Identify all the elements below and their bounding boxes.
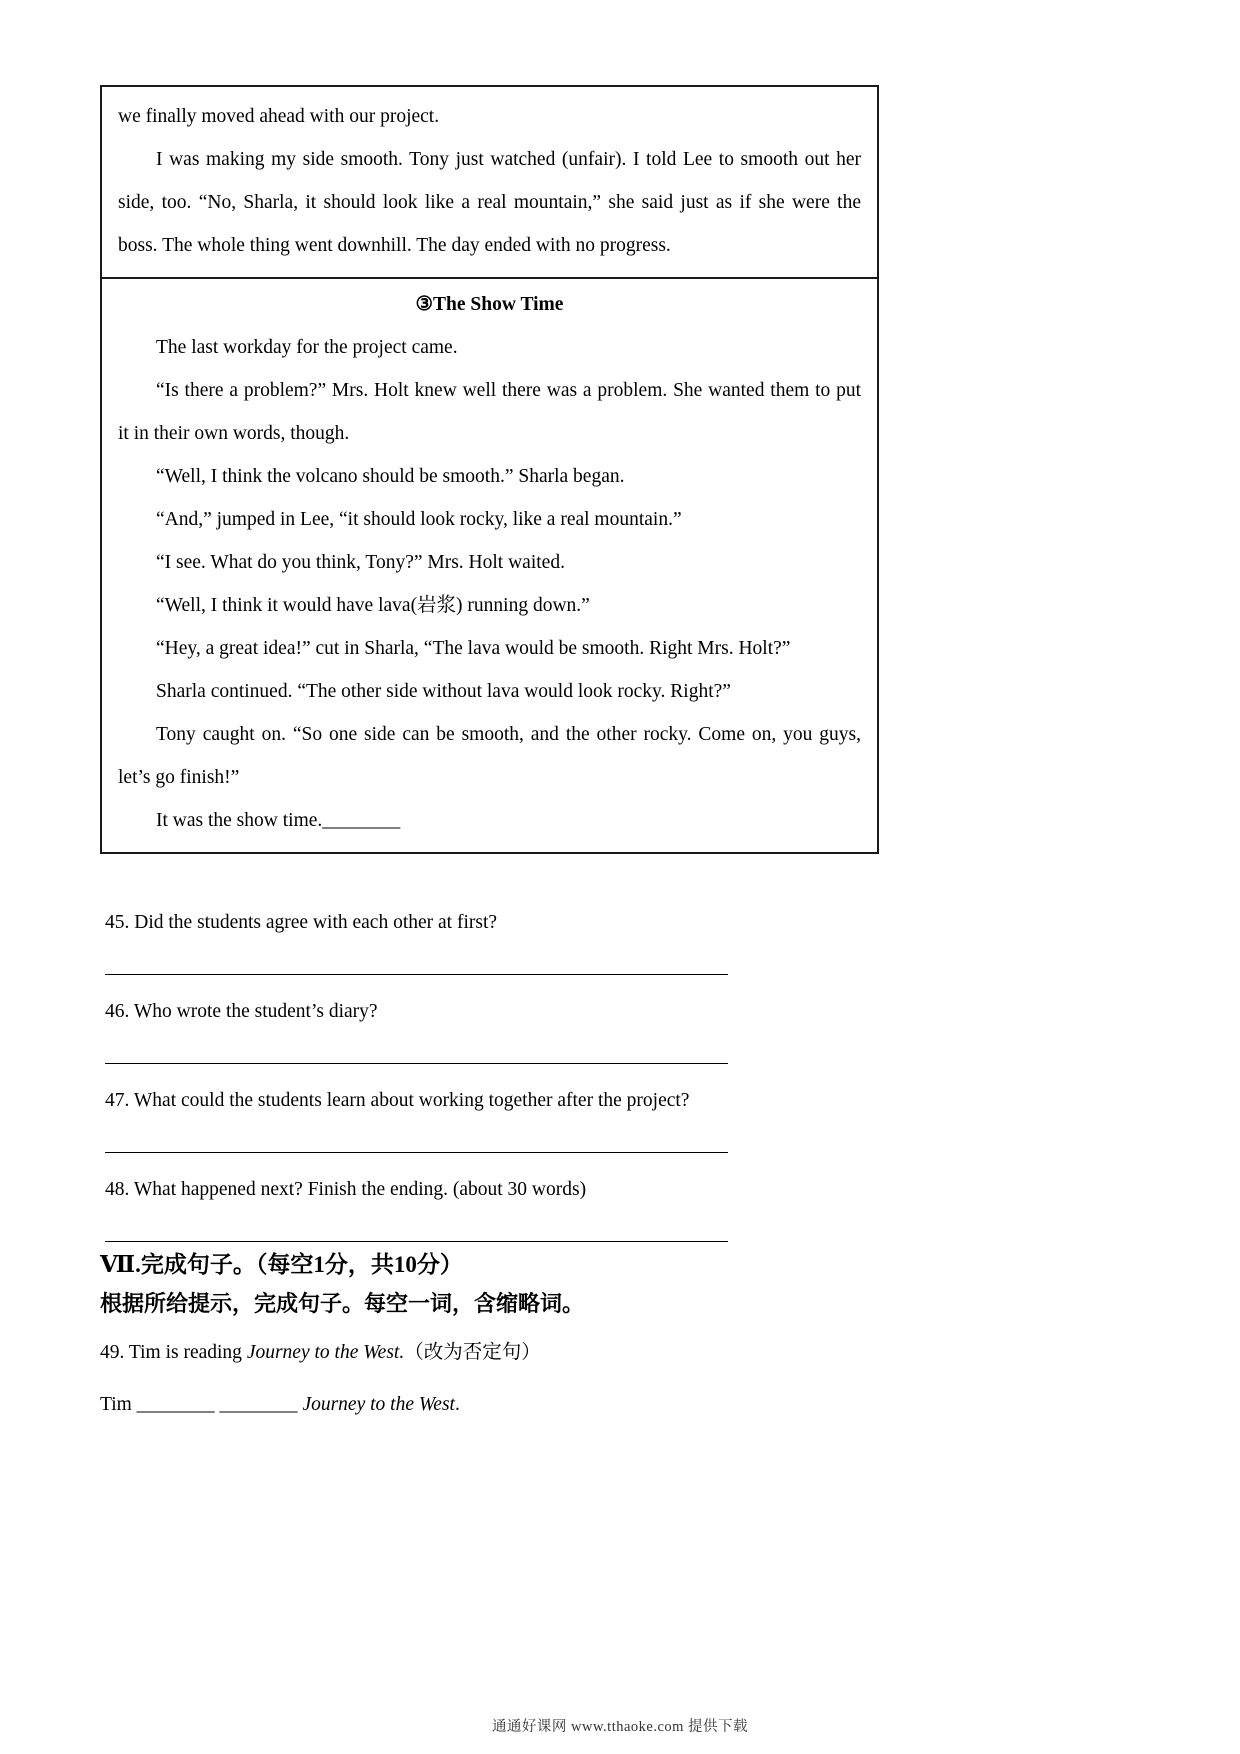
- section-instructions: 根据所给提示，完成句子。每空一词，含缩略词。: [100, 1291, 585, 1316]
- question-47: 47. What could the students learn about working together after the project?: [105, 1090, 690, 1111]
- answer-line-47: [105, 1152, 728, 1153]
- footer-watermark: 通通好课网 www.tthaoke.com 提供下载: [491, 1719, 749, 1735]
- passage-paragraph: “I see. What do you think, Tony?” Mrs. Holt waited.: [156, 552, 565, 573]
- answer-period: .: [454, 1394, 460, 1415]
- question-49-answer-line: [100, 1392, 800, 1418]
- answer-line-45: [105, 974, 728, 975]
- passage-paragraph: It was the show time.________: [156, 810, 401, 831]
- passage-paragraph: we finally moved ahead with our project.: [118, 106, 440, 127]
- question-46: 46. Who wrote the student’s diary?: [105, 1001, 378, 1022]
- question-49-note: （改为否定句）: [404, 1342, 541, 1363]
- passage-paragraph: I was making my side smooth. Tony just watched (unfair). I told Lee to smooth out her side, too. “No, Sharla, it should look like a real mountain,” she said just as if she were the boss. The whole thing went downhill. The day ended with no progress.: [118, 149, 861, 256]
- answer-line-46: [105, 1063, 728, 1064]
- passage-section-title: ③The Show Time: [415, 294, 564, 315]
- book-title: Journey to the West.: [246, 1342, 405, 1363]
- passage-paragraph: The last workday for the project came.: [156, 337, 458, 358]
- section-heading: Ⅶ.完成句子。（每空1分，共10分）: [100, 1252, 463, 1277]
- passage-box-2: [100, 279, 879, 854]
- answer-blanks: Tim ________ ________: [100, 1394, 303, 1415]
- section-7-complete-sentences: [100, 1250, 800, 1418]
- passage-paragraph: Tony caught on. “So one side can be smooth, and the other rocky. Come on, you guys, let’s go finish!”: [118, 724, 861, 788]
- answer-line-48: [105, 1241, 728, 1242]
- passage-paragraph: “And,” jumped in Lee, “it should look rocky, like a real mountain.”: [156, 509, 682, 530]
- question-48: 48. What happened next? Finish the ending. (about 30 words): [105, 1179, 587, 1200]
- passage-paragraph: “Is there a problem?” Mrs. Holt knew well there was a problem. She wanted them to put it in their own words, though.: [118, 380, 861, 444]
- reading-passage: [100, 85, 879, 854]
- passage-paragraph: Sharla continued. “The other side without lava would look rocky. Right?”: [156, 681, 731, 702]
- passage-paragraph: “Well, I think the volcano should be smooth.” Sharla began.: [156, 466, 625, 487]
- comprehension-questions: [105, 910, 730, 1242]
- passage-paragraph: “Hey, a great idea!” cut in Sharla, “The lava would be smooth. Right Mrs. Holt?”: [156, 638, 791, 659]
- book-title: Journey to the West: [302, 1394, 455, 1415]
- passage-paragraph: “Well, I think it would have lava(岩浆) running down.”: [156, 595, 590, 616]
- question-45: 45. Did the students agree with each other at first?: [105, 912, 498, 933]
- question-49-text: 49. Tim is reading: [100, 1342, 247, 1363]
- passage-box-1: [100, 85, 879, 279]
- question-49: [100, 1340, 800, 1366]
